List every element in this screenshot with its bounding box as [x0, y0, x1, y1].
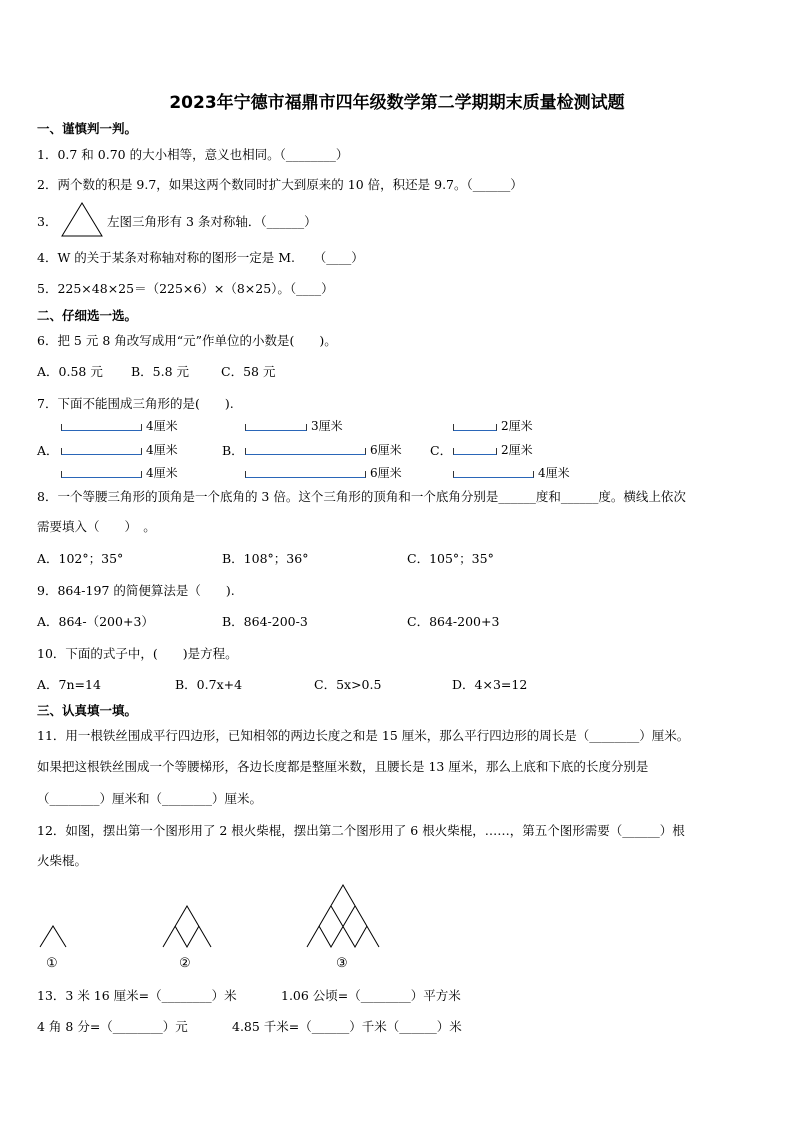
question-9: 9．864-197 的简便算法是（ ). [37, 583, 235, 598]
question-13-part-3: 4 角 8 分=（________）元 [37, 1019, 188, 1034]
q7-b-length-3: 6厘米 [370, 466, 402, 480]
question-13-part-4: 4.85 千米=（______）千米（______）米 [232, 1019, 462, 1034]
question-11-line-1: 11．用一根铁丝围成平行四边形，已知相邻的两边长度之和是 15 厘米，那么平行四边形的周长是（________）厘米。 [37, 728, 690, 743]
q7-option-b: B． [222, 443, 244, 458]
q10-option-a: A．7n=14 [37, 677, 101, 692]
q8-option-a: A．102°；35° [37, 551, 124, 566]
q9-option-c: C．864-200+3 [407, 614, 500, 629]
figure-label-2: ② [179, 956, 191, 971]
q7-b-segment-1 [245, 424, 307, 431]
q7-option-a: A． [37, 443, 59, 458]
question-12-line-1: 12．如图，摆出第一个图形用了 2 根火柴棍，摆出第二个图形用了 6 根火柴棍，……，第五个图形需要（______）根 [37, 823, 685, 838]
q7-c-length-2: 2厘米 [501, 443, 533, 457]
q9-option-b: B．864-200-3 [222, 614, 308, 629]
q7-c-segment-2 [453, 448, 497, 455]
section-heading-judge: 一、谨慎判一判。 [37, 121, 138, 136]
q6-option-c: C．58 元 [221, 364, 276, 379]
question-12-line-2: 火柴棍。 [37, 853, 88, 868]
question-2: 2．两个数的积是 9.7，如果这两个数同时扩大到原来的 10 倍，积还是 9.7。（______） [37, 177, 523, 192]
question-13-part-1: 13．3 米 16 厘米=（________）米 [37, 988, 237, 1003]
q7-b-length-2: 6厘米 [370, 443, 402, 457]
q7-a-length-3: 4厘米 [146, 466, 178, 480]
q7-option-c: C． [430, 443, 453, 458]
triangle-figure [60, 202, 104, 238]
question-6: 6．把 5 元 8 角改写成用“元”作单位的小数是( )。 [37, 333, 337, 348]
q7-c-segment-3 [453, 471, 534, 478]
section-heading-fill: 三、认真填一填。 [37, 703, 138, 718]
q7-c-length-1: 2厘米 [501, 419, 533, 433]
question-1: 1．0.7 和 0.70 的大小相等，意义也相同。（________） [37, 147, 349, 162]
figure-label-3: ③ [336, 956, 348, 971]
q7-a-length-2: 4厘米 [146, 443, 178, 457]
question-3: 左图三角形有 3 条对称轴．（______） [107, 214, 317, 229]
question-10: 10．下面的式子中，( )是方程。 [37, 646, 238, 661]
q7-c-length-3: 4厘米 [538, 466, 570, 480]
q8-option-b: B．108°；36° [222, 551, 309, 566]
question-4: 4．W 的关于某条对称轴对称的图形一定是 M. （____） [37, 250, 364, 265]
question-5: 5．225×48×25＝（225×6）×（8×25）。（____） [37, 281, 334, 296]
q6-option-a: A．0.58 元 [37, 364, 103, 379]
matchstick-figure-1 [38, 924, 72, 950]
figure-label-1: ① [46, 956, 58, 971]
q7-a-segment-2 [61, 448, 142, 455]
matchstick-figure-3 [305, 883, 383, 951]
question-11-line-3: （________）厘米和（________）厘米。 [37, 791, 263, 806]
q9-option-a: A．864-（200+3） [37, 614, 154, 629]
question-13-part-2: 1.06 公顷=（________）平方米 [281, 988, 461, 1003]
question-8-line-1: 8．一个等腰三角形的顶角是一个底角的 3 倍。这个三角形的顶角和一个底角分别是______度和______度。横线上依次 [37, 489, 686, 504]
q7-a-length-1: 4厘米 [146, 419, 178, 433]
q10-option-b: B．0.7x+4 [175, 677, 243, 692]
q10-option-d: D．4×3=12 [452, 677, 528, 692]
section-heading-choose: 二、仔细选一选。 [37, 308, 138, 323]
page-title: 2023年宁德市福鼎市四年级数学第二学期期末质量检测试题 [169, 93, 625, 113]
matchstick-figure-2 [160, 903, 216, 951]
question-3-number: 3． [37, 214, 58, 229]
q10-option-c: C．5x>0.5 [314, 677, 382, 692]
q7-a-segment-3 [61, 471, 142, 478]
q7-c-segment-1 [453, 424, 497, 431]
question-8-line-2: 需要填入（ ） 。 [37, 519, 156, 534]
question-11-line-2: 如果把这根铁丝围成一个等腰梯形，各边长度都是整厘米数，且腰长是 13 厘米，那么上底和下底的长度分别是 [37, 759, 649, 774]
q7-b-length-1: 3厘米 [311, 419, 343, 433]
q7-b-segment-2 [245, 448, 366, 455]
q6-option-b: B．5.8 元 [131, 364, 190, 379]
q8-option-c: C．105°；35° [407, 551, 494, 566]
q7-b-segment-3 [245, 471, 366, 478]
question-7: 7．下面不能围成三角形的是( ). [37, 396, 234, 411]
q7-a-segment-1 [61, 424, 142, 431]
